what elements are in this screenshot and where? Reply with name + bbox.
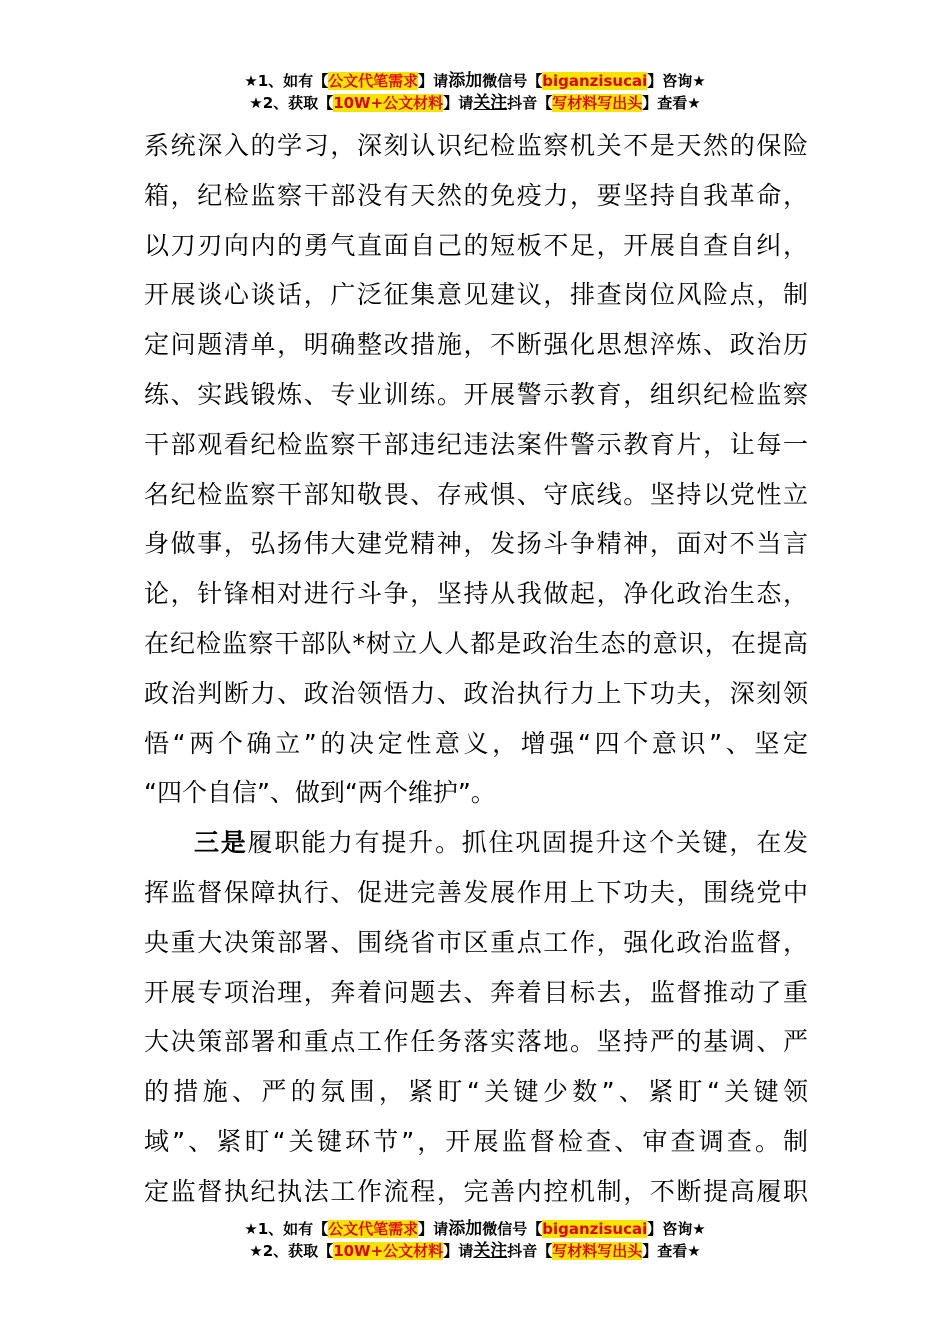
text-line: 开展专项治理，奔着问题去、奔着目标去，监督推动了重	[144, 977, 808, 1007]
promo-line-1: ★1、如有【公文代笔需求】请添加微信号【biganzisucai】咨询★	[244, 1219, 706, 1239]
text-line: 悟“两个确立”的决定性意义，增强“四个意识”、坚定	[144, 728, 808, 758]
text-line: 定监督执纪执法工作流程，完善内控机制，不断提高履职	[144, 1176, 808, 1206]
promo-line-1: ★1、如有【公文代笔需求】请添加微信号【biganzisucai】咨询★	[244, 71, 706, 91]
text-line: 系统深入的学习，深刻认识纪检监察机关不是天然的保险	[144, 131, 808, 160]
text-line: 挥监督保障执行、促进完善发展作用上下功夫，围绕党中	[144, 877, 808, 907]
highlight-wechat-id: biganzisucai	[542, 1220, 648, 1238]
highlight-douyin: 写材料写出头	[552, 94, 643, 112]
text-line: 域”、紧盯“关键环节”，开展监督检查、审查调查。制	[144, 1126, 808, 1156]
text-line: 身做事，弘扬伟大建党精神，发扬斗争精神，面对不当言	[144, 529, 808, 559]
text-line: 箱，纪检监察干部没有天然的免疫力，要坚持自我革命，	[144, 180, 808, 210]
promo-line-2: ★2、获取【10W+公文材料】请关注抖音【写材料写出头】查看★	[249, 1241, 701, 1261]
highlight-materials: 10W+公文材料	[333, 94, 444, 112]
text-line: 央重大决策部署、围绕省市区重点工作，强化政治监督，	[144, 927, 808, 957]
paragraph-lead: 三是	[194, 828, 248, 858]
text-line-first: 三是履职能力有提升。抓住巩固提升这个关键，在发	[194, 828, 808, 858]
highlight-douyin: 写材料写出头	[552, 1242, 643, 1260]
highlight-wechat-id: biganzisucai	[542, 72, 648, 90]
text-line: 大决策部署和重点工作任务落实落地。坚持严的基调、严	[144, 1027, 808, 1057]
text-line: 在纪检监察干部队*树立人人都是政治生态的意识，在提高	[144, 628, 808, 658]
highlight-service: 公文代笔需求	[328, 1220, 419, 1238]
text-line: 定问题清单，明确整改措施，不断强化思想淬炼、政治历	[144, 330, 808, 360]
paragraph-1	[144, 121, 808, 818]
promo-banner-bottom	[0, 1218, 950, 1262]
text-line: 干部观看纪检监察干部违纪违法案件警示教育片，让每一	[144, 429, 808, 459]
promo-banner-top	[0, 70, 950, 114]
text-line: 政治判断力、政治领悟力、政治执行力上下功夫，深刻领	[144, 678, 808, 708]
text-line: 练、实践锻炼、专业训练。开展警示教育，组织纪检监察	[144, 379, 808, 409]
text-line: 论，针锋相对进行斗争，坚持从我做起，净化政治生态，	[144, 579, 808, 609]
paragraph-2	[144, 818, 808, 1216]
document-body	[144, 121, 808, 1217]
text-line: 以刀刃向内的勇气直面自己的短板不足，开展自查自纠，	[144, 230, 808, 260]
text-line: 开展谈心谈话，广泛征集意见建议，排查岗位风险点，制	[144, 280, 808, 310]
promo-line-2: ★2、获取【10W+公文材料】请关注抖音【写材料写出头】查看★	[249, 93, 701, 113]
text-line: 名纪检监察干部知敬畏、存戒惧、守底线。坚持以党性立	[144, 479, 808, 509]
highlight-service: 公文代笔需求	[328, 72, 419, 90]
highlight-materials: 10W+公文材料	[333, 1242, 444, 1260]
text-line: 的措施、严的氛围，紧盯“关键少数”、紧盯“关键领	[144, 1077, 808, 1107]
text-line-last: “四个自信”、做到“两个维护”。	[144, 778, 496, 808]
